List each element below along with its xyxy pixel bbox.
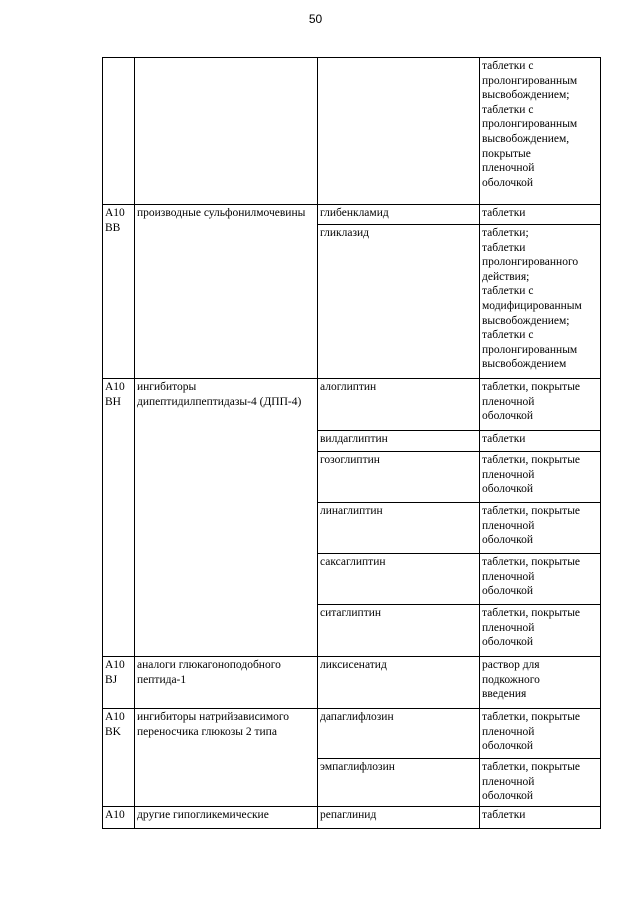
dosage-form-cell	[480, 807, 601, 829]
dosage-form-line: таблетки с	[482, 285, 534, 298]
dosage-form-line: таблетки	[482, 433, 526, 445]
dosage-form-line: оболочкой	[482, 176, 534, 189]
dosage-form-line: таблетки;	[482, 227, 529, 239]
dosage-form-line: таблетки с	[482, 103, 534, 116]
dosage-form-line: оболочкой	[482, 636, 534, 649]
dosage-form-line: таблетки, покрытые	[482, 711, 581, 723]
dosage-form-cell	[480, 431, 601, 452]
drug-name-cell: алоглиптин	[318, 379, 480, 431]
atc-code-line: BJ	[105, 673, 118, 686]
dosage-form-line: введения	[482, 688, 527, 701]
atc-code-cell	[103, 709, 135, 807]
dosage-form-line: высвобождением;	[482, 314, 570, 327]
dosage-form-line: пролонгированным	[482, 74, 578, 87]
dosage-form-cell	[480, 225, 601, 379]
group-name-cell: ингибиторы дипептидилпептидазы-4 (ДПП-4)	[135, 379, 318, 657]
dosage-form-line: таблетки с	[482, 60, 534, 72]
dosage-form-line: пленочной	[482, 395, 535, 408]
atc-code-line: BB	[105, 221, 121, 234]
dosage-form-cell	[480, 205, 601, 225]
dosage-form-line: таблетки, покрытые	[482, 505, 581, 517]
table-row	[103, 657, 601, 709]
atc-code-cell	[103, 807, 135, 829]
dosage-form-cell	[480, 452, 601, 503]
dosage-form-cell	[480, 605, 601, 657]
dosage-form-line: оболочкой	[482, 410, 534, 423]
drug-name-cell: эмпаглифлозин	[318, 759, 480, 807]
dosage-form-line: пленочной	[482, 162, 535, 175]
atc-code-cell	[103, 205, 135, 379]
dosage-form-line: пленочной	[482, 621, 535, 634]
atc-code-line: A10	[105, 381, 125, 393]
drug-name-cell: гликлазид	[318, 225, 480, 379]
table-row	[103, 379, 601, 431]
dosage-form-line: таблетки, покрытые	[482, 607, 581, 619]
dosage-form-line: высвобождением,	[482, 132, 570, 145]
table-row	[103, 807, 601, 829]
dosage-form-cell	[480, 709, 601, 759]
dosage-form-line: пленочной	[482, 468, 535, 481]
dosage-form-cell	[480, 58, 601, 205]
dosage-form-line: пролонгированного	[482, 256, 579, 269]
page-number: 50	[308, 12, 323, 26]
atc-code-cell	[103, 657, 135, 709]
drug-table	[102, 57, 601, 829]
dosage-form-line: оболочкой	[482, 534, 534, 547]
dosage-form-line: раствор для	[482, 659, 540, 671]
dosage-form-line: пленочной	[482, 570, 535, 583]
drug-name-cell: ситаглиптин	[318, 605, 480, 657]
dosage-form-line: таблетки	[482, 207, 526, 219]
dosage-form-line: таблетки	[482, 241, 526, 254]
dosage-form-cell	[480, 379, 601, 431]
atc-code-cell	[103, 379, 135, 657]
group-name-cell: производные сульфонилмочевины	[135, 205, 318, 379]
dosage-form-cell	[480, 554, 601, 605]
dosage-form-line: таблетки, покрытые	[482, 761, 581, 773]
atc-code-line: A10	[105, 659, 125, 671]
drug-name-cell: гозоглиптин	[318, 452, 480, 503]
table-row	[103, 58, 601, 205]
dosage-form-line: подкожного	[482, 673, 540, 686]
table-row	[103, 205, 601, 225]
dosage-form-line: высвобождением;	[482, 89, 570, 102]
dosage-form-line: таблетки, покрытые	[482, 381, 581, 393]
dosage-form-line: оболочкой	[482, 790, 534, 803]
dosage-form-line: таблетки, покрытые	[482, 454, 581, 466]
drug-name-cell: ликсисенатид	[318, 657, 480, 709]
drug-name-cell: дапаглифлозин	[318, 709, 480, 759]
group-name-cell: аналоги глюкагоноподобного пептида-1	[135, 657, 318, 709]
dosage-form-cell	[480, 759, 601, 807]
dosage-form-line: покрытые	[482, 147, 531, 160]
dosage-form-line: пролонгированным	[482, 343, 578, 356]
dosage-form-line: высвобождением	[482, 358, 567, 371]
dosage-form-cell	[480, 503, 601, 554]
dosage-form-line: оболочкой	[482, 740, 534, 753]
dosage-form-line: оболочкой	[482, 585, 534, 598]
atc-code-line: BH	[105, 395, 121, 408]
group-name-cell: ингибиторы натрийзависимого переносчика глюкозы 2 типа	[135, 709, 318, 807]
dosage-form-line: пленочной	[482, 775, 535, 788]
drug-name-cell: саксаглиптин	[318, 554, 480, 605]
dosage-form-line: пленочной	[482, 725, 535, 738]
group-name-cell: другие гипогликемические	[135, 807, 318, 829]
dosage-form-line: таблетки, покрытые	[482, 556, 581, 568]
atc-code-line: A10	[105, 809, 125, 821]
atc-code-cell	[103, 58, 135, 205]
drug-name-cell: репаглинид	[318, 807, 480, 829]
dosage-form-line: таблетки	[482, 809, 526, 821]
drug-name-cell: глибенкламид	[318, 205, 480, 225]
dosage-form-line: оболочкой	[482, 483, 534, 496]
drug-name-cell: вилдаглиптин	[318, 431, 480, 452]
dosage-form-cell	[480, 657, 601, 709]
drug-name-cell: линаглиптин	[318, 503, 480, 554]
atc-code-line: A10	[105, 711, 125, 723]
atc-code-line: A10	[105, 207, 125, 219]
atc-code-line: BK	[105, 725, 121, 738]
table-row	[103, 709, 601, 759]
group-name-cell	[135, 58, 318, 205]
dosage-form-line: пролонгированным	[482, 118, 578, 131]
dosage-form-line: модифицированным	[482, 299, 582, 312]
dosage-form-line: таблетки с	[482, 329, 534, 342]
dosage-form-line: пленочной	[482, 519, 535, 532]
drug-name-cell	[318, 58, 480, 205]
dosage-form-line: действия;	[482, 270, 530, 283]
